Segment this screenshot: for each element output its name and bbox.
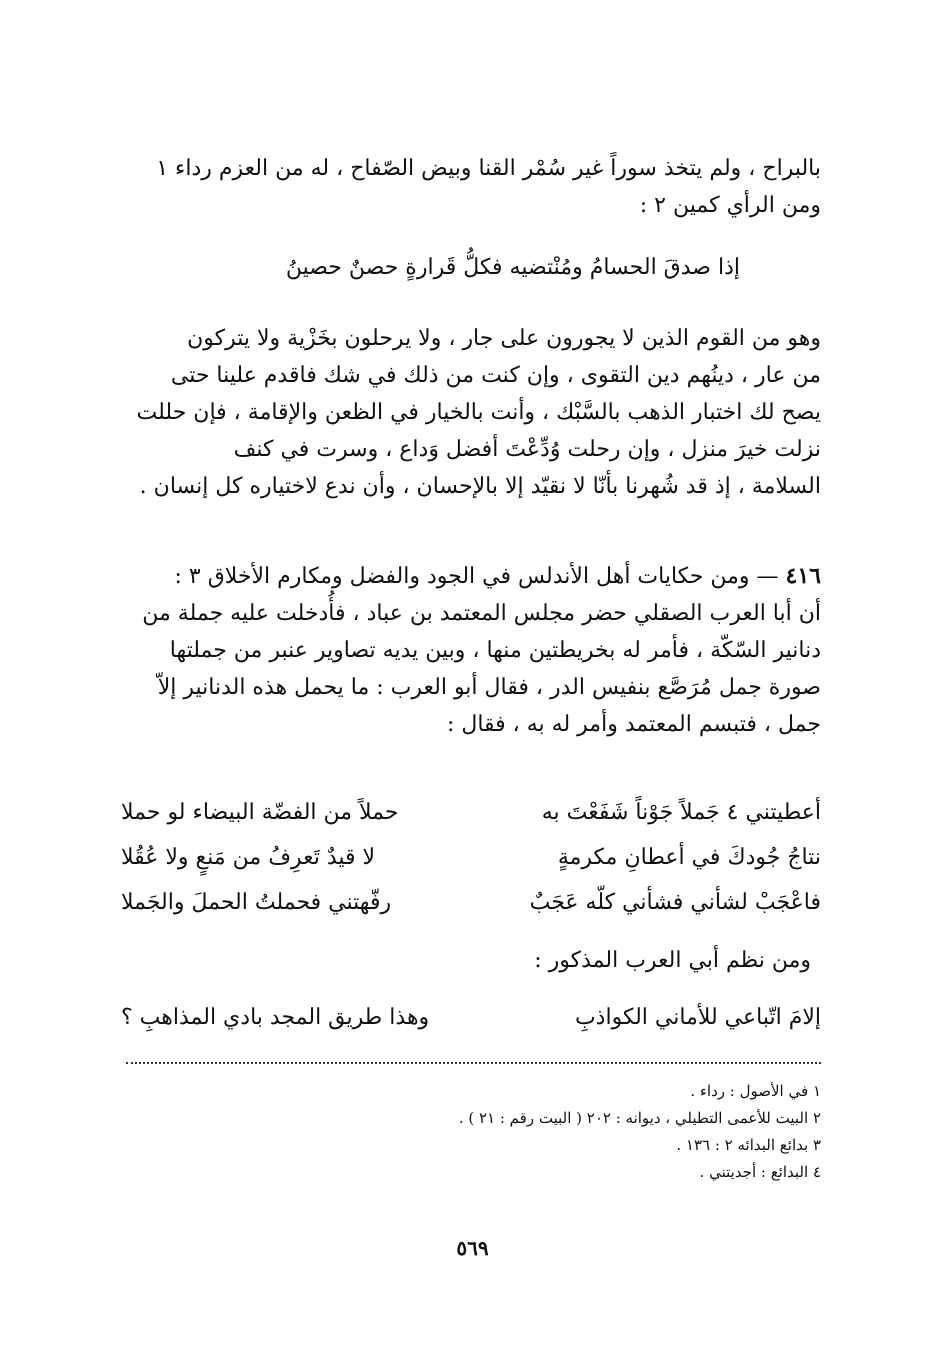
page-number: ٥٦٩ [456,1236,489,1260]
verse-line: إذا صدقَ الحسامُ ومُنْتضيه فكلُّ قَرارةٍ حصنٌ حصينُ [285,255,740,280]
text-line: وهو من القوم الذين لا يجورون على جار ، ولا يرحلون بخَزْية ولا يتركون [187,326,821,351]
section-heading [121,558,821,595]
footnote-divider [126,1062,821,1064]
paragraph-opening [121,150,821,224]
text-line: السلامة ، إذ قد شُهرنا بأنّا لا نقيّد إلا بالإحسان ، وأن ندع لاختياره كل إنسان . [139,474,821,499]
text-line: ومن الرأي كمين ٢ : [639,193,821,218]
poem-intro: ومن نظم أبي العرب المذكور : [534,948,811,973]
section-heading-text: — ومن حكايات أهل الأندلس في الجود والفضل ومكارم الأخلاق ٣ : [174,564,786,589]
poem-couplet [121,845,821,890]
footnote: ٤ البدائع : أجديتني . [699,1163,821,1181]
poem-couplet [121,800,821,845]
first-hemistich: أعطيتني ٤ جَملاً جَوْناً شَفَعْتَ به [541,800,821,825]
text-line: أن أبا العرب الصقلي حضر مجلس المعتمد بن عباد ، فأُدخلت عليه جملة من [142,601,821,626]
text-line: جمل ، فتبسم المعتمد وأمر له به ، فقال : [446,712,821,737]
poem-second [121,1005,821,1050]
text-line: نزلت خيرَ منزل ، وإن رحلت وُدِّعْتَ أفضل وَداع ، وسرت في كنف [233,437,821,462]
text-line: يصح لك اختبار الذهب بالسَّبْك ، وأنت بالخيار في الظعن والإقامة ، فإن حللت [136,400,821,425]
second-hemistich: حملاً من الفضّة البيضاء لو حملا [121,800,399,825]
poem-first [121,800,821,935]
text-line: من عار ، دينُهم دين التقوى ، وإن كنت من ذلك في شك فاقدم علينا حتى [170,363,821,388]
second-hemistich: لا قيدٌ تَعرِفُ من مَنعٍ ولا عُقُلا [121,845,376,870]
footnote: ٣ بدائع البدائه ٢ : ١٣٦ . [676,1136,821,1154]
footnote: ١ في الأصول : رداء . [690,1082,821,1100]
paragraph-praise [121,320,821,505]
text-line: بالبراح ، ولم يتخذ سوراً غير سُمْر القنا وبيض الصّفاح ، له من العزم رداء ١ [156,156,821,181]
text-line: صورة جمل مُرَصَّع بنفيس الدر ، فقال أبو العرب : ما يحمل هذه الدنانير إلاّ [157,675,821,700]
poem-couplet [121,890,821,935]
footnotes [121,1078,821,1186]
section-416 [121,558,821,743]
first-hemistich: إلامَ اتّباعي للأماني الكواذبِ [574,1005,821,1030]
section-number: ٤١٦ [785,563,821,589]
first-hemistich: فاعْجَبْ لشأني فشأني كلّه عَجَبٌ [529,890,821,915]
footnote: ٢ البيت للأعمى التطيلي ، ديوانه : ٢٠٢ ( البيت رقم : ٢١ ) . [458,1109,821,1127]
poem-couplet [121,1005,821,1050]
first-hemistich: نتاجُ جُودكَ في أعطانِ مكرمةٍ [557,845,821,870]
text-line: دنانير السّكّة ، فأمر له بخريطتين منها ، وبين يديه تصاوير عنبر من جملتها [169,638,821,663]
second-hemistich: وهذا طريق المجد بادي المذاهبِ ؟ [121,1005,430,1030]
second-hemistich: رفّهتني فحملتُ الحملَ والجَملا [121,890,392,915]
